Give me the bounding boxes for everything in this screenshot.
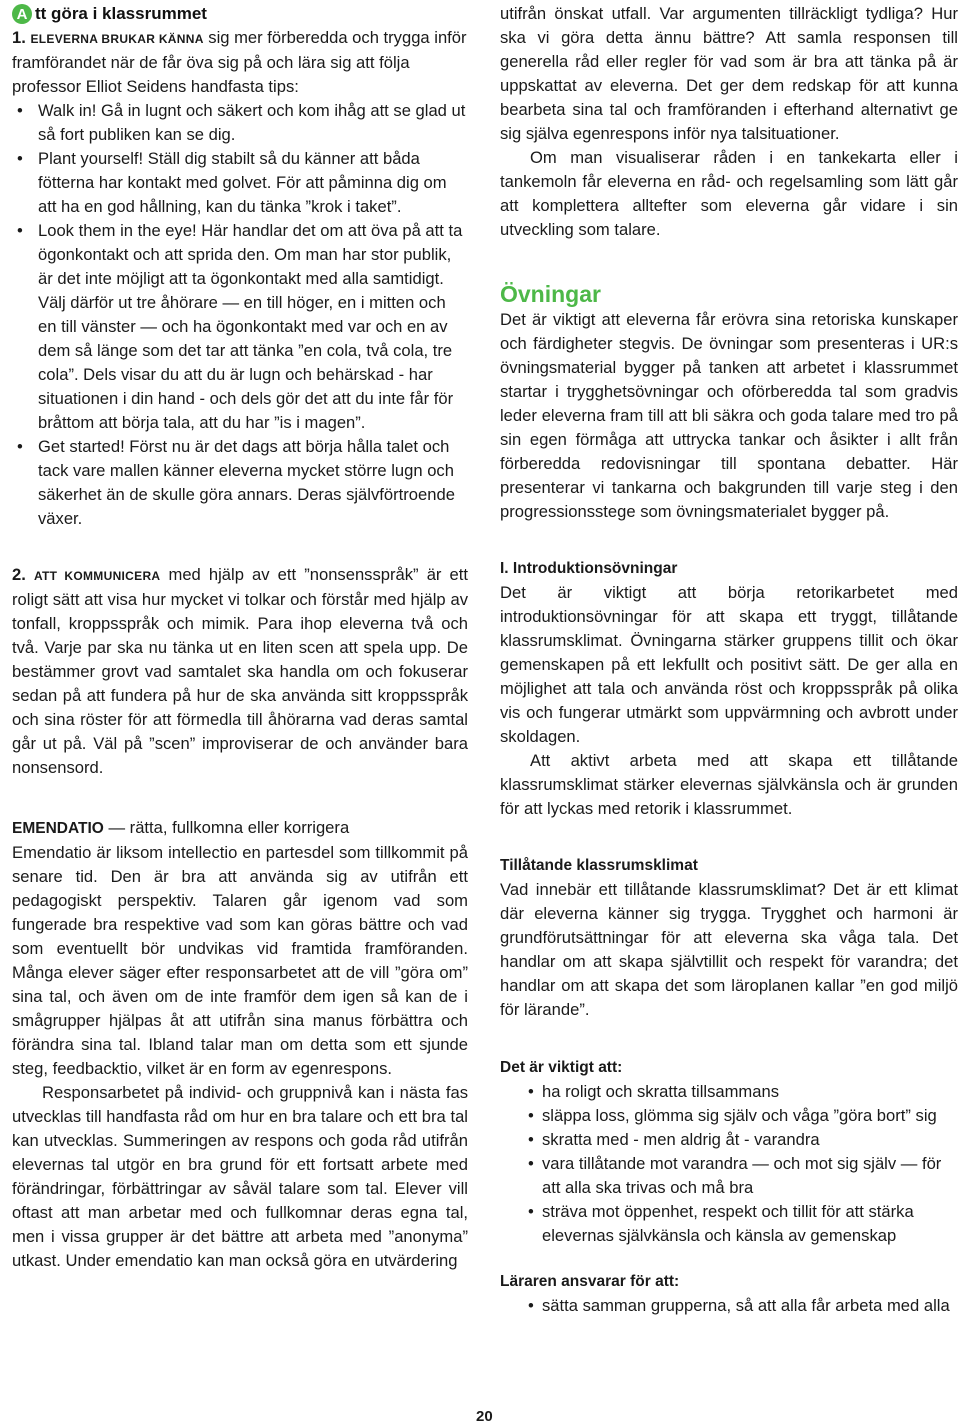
viktigt-list bbox=[500, 1080, 958, 1248]
viktigt-item bbox=[500, 1080, 958, 1104]
continuation-paragraph: utifrån önskat utfall. Var argumenten tillräckligt tydliga? Hur ska vi göra detta ännu bättre? Att samla responsen till generella råd eller regler för vad som är bra att tänka på är uppskattat av eleverna. Det ger dem redskap för att kunna bearbeta sina tal och framföranden i efterhand alternativt ge sig själva egenrespons inför nya talsituationer. bbox=[500, 4, 958, 143]
tip-intro bbox=[12, 26, 468, 99]
tip-item-text: Plant yourself! Ställ dig stabilt så du känner att båda fötterna har kontakt med golvet. För att påminna dig om att ha en god hållning, kan du tänka ”krok i taket”. bbox=[38, 149, 447, 216]
bullet-icon: • bbox=[17, 149, 23, 168]
viktigt-item bbox=[500, 1200, 958, 1248]
emendatio-heading bbox=[12, 816, 468, 841]
ovningar-paragraph: Det är viktigt att eleverna får erövra sina retoriska kunskaper och färdigheter stegvis. De övningar som presenteras i UR:s övningsmaterial bygger på tanken att arbetet i klassrummet startar i trygghetsövningar och oförberedda tal som gradvis leder eleverna fram till att bli säkra och goda talare med tro på sin egen förmåga att uttrycka tankar och åsikter i allt från förberedda redovisningar till spontana debatter. Här presenterar vi tankarna och bakgrunden till varje steg i den progressionsstege som övningsmaterialet bygger på. bbox=[500, 310, 958, 521]
subheading-lararen: Läraren ansvarar för att: bbox=[500, 1273, 680, 1290]
communication-paragraph bbox=[12, 563, 468, 780]
tip-item-text: Look them in the eye! Här handlar det om att öva på att ta ögonkontakt och att sprida den. Om man har stor publik, är det inte möjligt att ta ögonkontakt med alla samtidigt. Välj därför ut tre åhörare — en till höger, en i mitten och en till vänster — och ha ögonkontakt med var och en av dem så länge som det tar att tänka ”en cola, två cola, tre cola”. Dels visar du att du är lugn och behärskad - har situationen i din hand - och dels gör det att du inte får för bråttom att börja tala, att du har ”is i magen”. bbox=[38, 221, 463, 432]
bullet-icon: • bbox=[528, 1106, 534, 1125]
introduktion-paragraph-2: Att aktivt arbeta med att skapa ett tillåtande klassrumsklimat stärker elevernas självkänsla och är grunden för att lyckas med retorik i klassrummet. bbox=[500, 751, 958, 818]
lead-label: ATT KOMMUNICERA bbox=[33, 569, 161, 583]
page-header bbox=[12, 2, 468, 26]
section-number: 2. bbox=[12, 565, 26, 584]
tip-item bbox=[12, 147, 468, 219]
term-emendatio: EMENDATIO bbox=[12, 820, 104, 837]
subheading-viktigt: Det är viktigt att: bbox=[500, 1059, 623, 1076]
bullet-icon: • bbox=[17, 221, 23, 240]
lararen-item-text: sätta samman grupperna, så att alla får arbeta med alla bbox=[542, 1296, 950, 1315]
bullet-icon: • bbox=[528, 1130, 534, 1149]
tip-item-text: Walk in! Gå in lugnt och säkert och kom ihåg att se glad ut så fort publiken kan se dig. bbox=[38, 101, 466, 144]
klassrumsklimat-paragraph: Vad innebär ett tillåtande klassrumsklimat? Det är ett klimat där eleverna känner sig trygga. Trygghet och harmoni är grundförutsättningar för att eleverna ska våga tala. Det handlar om att skapa självtillit och respekt för varandra; det handlar om att skapa det som läroplanen kallar ”en god miljö för lärande”. bbox=[500, 880, 958, 1019]
communication-text: med hjälp av ett ”nonsensspråk” är ett roligt sätt att visa hur mycket vi tolkar och förstår med hjälp av tonfall, kroppsspråk och mimik. Para ihop eleverna två och två. Varje par ska nu tänka ut en liten scen att spela upp. De bestämmer grovt vad samtalet ska handla om och fokuserar sedan på att fundera på hur de ska använda sitt kroppsspråk och sina röster för att förmedla till åhörarna vad deras samtal går ut på. Väl på ”scen” improviserar de och använder bara nonsensord. bbox=[12, 565, 468, 777]
bullet-icon: • bbox=[528, 1154, 534, 1173]
term-definition: — rätta, fullkomna eller korrigera bbox=[103, 818, 350, 837]
bullet-icon: • bbox=[528, 1296, 534, 1315]
viktigt-item bbox=[500, 1104, 958, 1128]
section-heading-ovningar: Övningar bbox=[500, 281, 601, 307]
bullet-icon: • bbox=[528, 1082, 534, 1101]
viktigt-item-text: vara tillåtande mot varandra — och mot sig själv — för att alla ska trivas och må bra bbox=[542, 1154, 942, 1197]
left-column bbox=[12, 0, 468, 1273]
introduktion-paragraph-1: Det är viktigt att börja retorikarbetet med introduktionsövningar för att skapa ett tryggt, tillåtande klassrumsklimat. Övningarna stärker gruppens tillit och ökar gemenskapen på ett lekfullt och positivt sätt. De ger alla en möjlighet att tala och använda röst och kroppsspråk på olika vis och fungerar utmärkt som uppvärmning och avbrott under skoldagen. bbox=[500, 583, 958, 746]
emendatio-paragraph-2: Responsarbetet på individ- och gruppnivå kan i nästa fas utvecklas till handfasta råd om hur en bra talare och ett bra tal kan utvecklas. Summeringen av respons och goda råd utifrån elevernas tal utgör en bra grund för ett fortsatt arbete med förändringar, förbättringar av såväl talare som tal. Elever vill oftast att man arbetar med och fullkomnar deras egna tal, men i vissa grupper är det bättre att arbeta med ”anonyma” utkast. Under emendatio kan man också göra en utvärdering bbox=[12, 1083, 468, 1270]
lararen-item bbox=[500, 1294, 958, 1318]
tip-item bbox=[12, 99, 468, 147]
visualization-paragraph: Om man visualiserar råden i en tankekarta eller i tankemoln får eleverna en råd- och regelsamling som lätt går att komplettera alltefter som eleverna går vidare i sin utveckling som talare. bbox=[500, 148, 958, 239]
lead-label: ELEVERNA BRUKAR KÄNNA bbox=[30, 32, 204, 46]
tips-list bbox=[12, 99, 468, 531]
section-badge: A bbox=[12, 4, 32, 24]
section-number: 1. bbox=[12, 28, 26, 47]
viktigt-item bbox=[500, 1128, 958, 1152]
bullet-icon: • bbox=[17, 437, 23, 456]
subheading-introduktion: I. Introduktionsövningar bbox=[500, 560, 678, 577]
viktigt-item-text: ha roligt och skratta tillsammans bbox=[542, 1082, 780, 1101]
viktigt-item bbox=[500, 1152, 958, 1200]
page-header-title: tt göra i klassrummet bbox=[35, 4, 207, 23]
tip-item-text: Get started! Först nu är det dags att börja hålla talet och tack vare mallen känner eleverna mycket större lugn och säkerhet än de skulle göra annars. Deras självförtroende växer. bbox=[38, 437, 455, 528]
bullet-icon: • bbox=[528, 1202, 534, 1221]
page-number: 20 bbox=[476, 1408, 493, 1425]
tip-item bbox=[12, 219, 468, 435]
lead-text: sig mer förberedda och trygga inför framförandet när de får öva sig på och lära sig att följa professor Elliot Seidens handfasta tips: bbox=[12, 28, 467, 96]
viktigt-item-text: skratta med - men aldrig åt - varandra bbox=[542, 1130, 820, 1149]
right-column bbox=[500, 0, 958, 1318]
subheading-klassrumsklimat: Tillåtande klassrumsklimat bbox=[500, 857, 698, 874]
tip-item bbox=[12, 435, 468, 531]
viktigt-item-text: sträva mot öppenhet, respekt och tillit för att stärka elevernas självkänsla och känsla av gemenskap bbox=[542, 1202, 914, 1245]
lararen-list bbox=[500, 1294, 958, 1318]
viktigt-item-text: släppa loss, glömma sig själv och våga ”göra bort” sig bbox=[542, 1106, 937, 1125]
bullet-icon: • bbox=[17, 101, 23, 120]
emendatio-paragraph-1: Emendatio är liksom intellectio en partesdel som tillkommit på senare tid. Den är bra att använda sig av utifrån ett pedagogiskt perspektiv. Talaren går igenom vad som fungerade bra respektive vad som kan göras bättre och vad som eventuellt bör undvikas vid framtida framföranden. Många elever säger efter responsarbetet att de vill ”göra om” sina tal, och även om de inte framför dem igen så kan de i smågrupper hjälpas åt att utifrån sina manus förbättra och förändra sina tal. Ibland talar man om detta som ett sjunde steg, feedbacktio, vilket är en form av egenrespons. bbox=[12, 843, 468, 1078]
